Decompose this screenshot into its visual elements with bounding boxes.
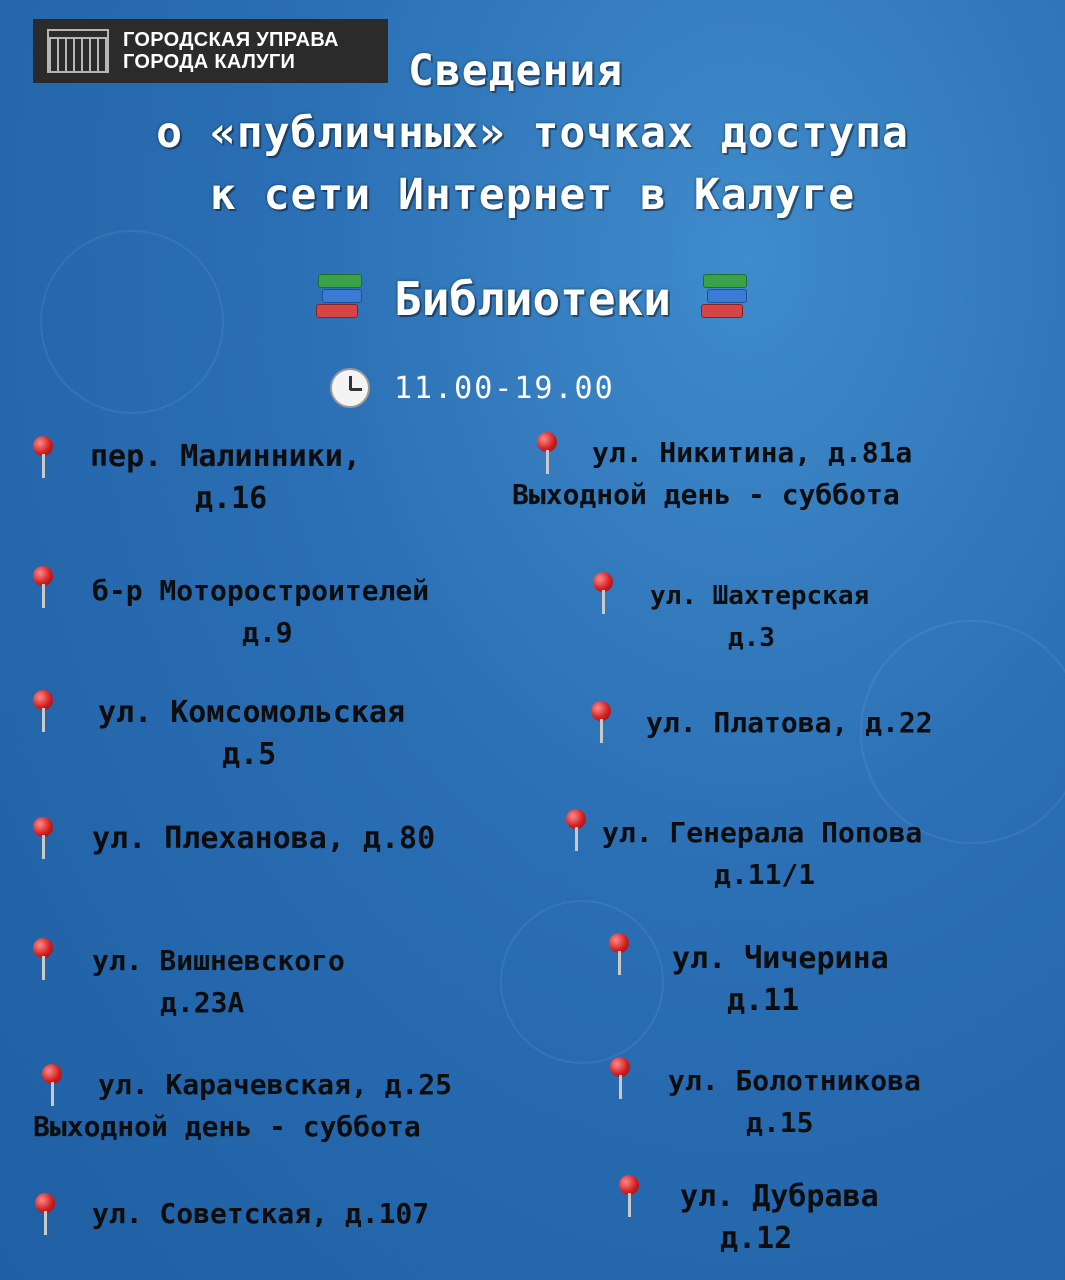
library-entry	[92, 570, 429, 654]
city-hall-building-icon	[47, 29, 109, 73]
pin-icon	[33, 690, 55, 734]
pin-icon	[33, 938, 55, 982]
library-entry	[92, 940, 345, 1024]
library-entry	[90, 436, 361, 520]
library-entry	[646, 702, 933, 744]
entry-street: ул. Дубрава	[680, 1179, 879, 1214]
entry-street: ул. Карачевская, д.25	[98, 1068, 453, 1101]
section-title: Библиотеки	[394, 272, 671, 326]
entry-house: д.3	[728, 623, 775, 653]
pin-icon	[33, 436, 55, 480]
pin-icon	[610, 1057, 632, 1101]
entry-street: ул. Шахтерская	[650, 581, 870, 611]
entry-house: д.15	[746, 1106, 814, 1139]
entry-street: пер. Малинники,	[90, 439, 361, 474]
entry-street: ул. Советская, д.107	[92, 1197, 430, 1230]
library-entry	[98, 692, 405, 776]
entry-street: ул. Никитина, д.81а	[592, 436, 913, 469]
entry-house: д.11	[727, 983, 800, 1018]
library-entry	[672, 938, 889, 1022]
library-entry	[680, 1176, 879, 1260]
pin-icon	[33, 566, 55, 610]
city-administration-logo	[33, 19, 388, 83]
logo-line-1: ГОРОДСКАЯ УПРАВА	[123, 29, 339, 51]
logo-text	[123, 29, 339, 73]
books-icon	[314, 272, 366, 322]
hours-text: 11.00-19.00	[394, 370, 615, 406]
entry-street: ул. Болотникова	[668, 1064, 921, 1097]
logo-line-2: ГОРОДА КАЛУГИ	[123, 51, 296, 73]
opening-hours	[330, 368, 615, 408]
entry-day-off: Выходной день - суббота	[512, 478, 900, 511]
library-entry	[650, 575, 869, 659]
entry-house: д.23А	[160, 986, 245, 1019]
books-icon	[699, 272, 751, 322]
pin-icon	[619, 1175, 641, 1219]
library-entry	[668, 1060, 921, 1144]
entry-house: д.12	[720, 1221, 793, 1256]
pin-icon	[33, 817, 55, 861]
entry-house: д.11/1	[714, 858, 816, 891]
library-entry	[92, 818, 435, 860]
library-entry	[512, 432, 912, 516]
entry-street: ул. Комсомольская	[98, 695, 406, 730]
section-heading	[0, 272, 1065, 328]
entry-house: д.9	[242, 616, 293, 649]
entry-street: ул. Генерала Попова	[602, 816, 923, 849]
title-line-3: к сети Интернет в Калуге	[209, 170, 856, 220]
entry-street: ул. Вишневского	[92, 944, 345, 977]
entry-street: б-р Моторостроителей	[92, 574, 430, 607]
entry-house: д.5	[222, 737, 277, 772]
entry-street: ул. Чичерина	[672, 941, 889, 976]
pin-icon	[609, 933, 631, 977]
pin-icon	[35, 1193, 57, 1237]
entry-house: д.16	[195, 481, 268, 516]
pin-icon	[566, 809, 588, 853]
pin-icon	[593, 572, 615, 616]
library-entry	[33, 1064, 452, 1148]
title-line-2: о «публичных» точках доступа	[156, 108, 909, 158]
entry-day-off: Выходной день - суббота	[33, 1110, 421, 1143]
clock-icon	[330, 368, 370, 408]
entry-street: ул. Плеханова, д.80	[92, 821, 436, 856]
background-doodle	[500, 900, 664, 1064]
entry-street: ул. Платова, д.22	[646, 706, 933, 739]
title-line-1: Сведения	[408, 46, 624, 96]
library-entry	[92, 1193, 429, 1235]
library-entry	[602, 812, 922, 896]
pin-icon	[591, 701, 613, 745]
